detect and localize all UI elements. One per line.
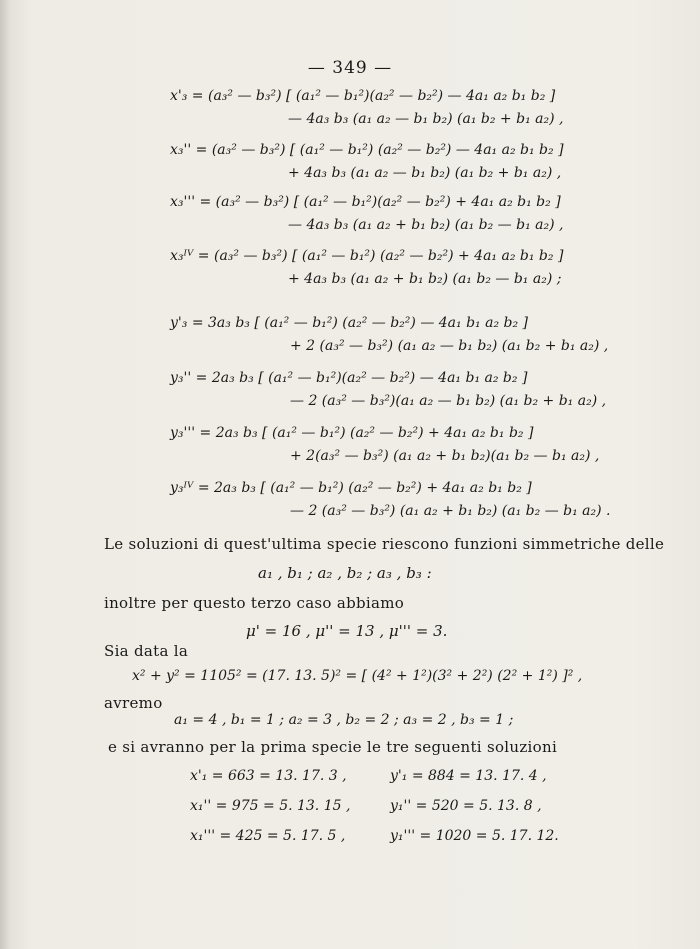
mu-values-line: μ' = 16 , μ'' = 13 , μ''' = 3. — [246, 622, 448, 640]
paragraph-soluzioni: Le soluzioni di quest'ultima specie riescono funzioni simmetriche delle — [104, 535, 665, 553]
solution-x1-prime: x'₁ = 663 = 13. 17. 3 , — [190, 768, 347, 784]
page-number: — 349 — — [307, 58, 393, 78]
solution-x1-second: x₁'' = 975 = 5. 13. 15 , — [190, 798, 351, 814]
equation-x3-prime-line1: x'₃ = (a₃² — b₃²) [ (a₁² — b₁²)(a₂² — b₂²) — 4a₁ a₂ b₁ b₂ ] — [170, 88, 556, 104]
equation-y3-fourth-line2: — 2 (a₃² — b₃²) (a₁ a₂ + b₁ b₂) (a₁ b₂ — b₁ a₂) . — [290, 503, 611, 519]
paragraph-prima-specie: e si avranno per la prima specie le tre seguenti soluzioni — [108, 738, 558, 756]
equation-x3-prime-line2: — 4a₃ b₃ (a₁ a₂ — b₁ b₂) (a₁ b₂ + b₁ a₂) , — [288, 111, 564, 127]
equation-y3-prime-line1: y'₃ = 3a₃ b₃ [ (a₁² — b₁²) (a₂² — b₂²) — 4a₁ b₁ a₂ b₂ ] — [170, 315, 529, 331]
equation-x3-second-line1: x₃'' = (a₃² — b₃²) [ (a₁² — b₁²) (a₂² — b₂²) — 4a₁ a₂ b₁ b₂ ] — [170, 142, 564, 158]
equation-x3-third-line1: x₃''' = (a₃² — b₃²) [ (a₁² — b₁²)(a₂² — b₂²) + 4a₁ a₂ b₁ b₂ ] — [170, 194, 561, 210]
values-line: a₁ = 4 , b₁ = 1 ; a₂ = 3 , b₂ = 2 ; a₃ = 2 , b₃ = 1 ; — [174, 712, 514, 728]
paragraph-inoltre: inoltre per questo terzo caso abbiamo — [104, 594, 405, 612]
equation-x3-fourth-line2: + 4a₃ b₃ (a₁ a₂ + b₁ b₂) (a₁ b₂ — b₁ a₂) ; — [288, 271, 562, 287]
solution-x1-third: x₁''' = 425 = 5. 17. 5 , — [190, 828, 346, 844]
paragraph-avremo: avremo — [104, 694, 163, 712]
equation-y3-fourth-line1: y₃ᴵⱽ = 2a₃ b₃ [ (a₁² — b₁²) (a₂² — b₂²) + 4a₁ a₂ b₁ b₂ ] — [170, 480, 532, 496]
main-equation: x² + y² = 1105² = (17. 13. 5)² = [ (4² + 1²)(3² + 2²) (2² + 1²) ]² , — [132, 668, 583, 684]
solution-y1-second: y₁'' = 520 = 5. 13. 8 , — [390, 798, 542, 814]
equation-y3-second-line1: y₃'' = 2a₃ b₃ [ (a₁² — b₁²)(a₂² — b₂²) — 4a₁ b₁ a₂ b₂ ] — [170, 370, 528, 386]
equation-y3-third-line2: + 2(a₃² — b₃²) (a₁ a₂ + b₁ b₂)(a₁ b₂ — b₁ a₂) , — [290, 448, 600, 464]
equation-y3-prime-line2: + 2 (a₃² — b₃²) (a₁ a₂ — b₁ b₂) (a₁ b₂ + b₁ a₂) , — [290, 338, 609, 354]
equation-y3-third-line1: y₃''' = 2a₃ b₃ [ (a₁² — b₁²) (a₂² — b₂²) + 4a₁ a₂ b₁ b₂ ] — [170, 425, 534, 441]
solution-y1-prime: y'₁ = 884 = 13. 17. 4 , — [390, 768, 547, 784]
pairs-line: a₁ , b₁ ; a₂ , b₂ ; a₃ , b₃ : — [258, 564, 432, 582]
equation-x3-third-line2: — 4a₃ b₃ (a₁ a₂ + b₁ b₂) (a₁ b₂ — b₁ a₂) , — [288, 217, 564, 233]
equation-x3-fourth-line1: x₃ᴵⱽ = (a₃² — b₃²) [ (a₁² — b₁²) (a₂² — b₂²) + 4a₁ a₂ b₁ b₂ ] — [170, 248, 564, 264]
solution-y1-third: y₁''' = 1020 = 5. 17. 12. — [390, 828, 559, 844]
paragraph-sia-data: Sia data la — [104, 642, 189, 660]
equation-x3-second-line2: + 4a₃ b₃ (a₁ a₂ — b₁ b₂) (a₁ b₂ + b₁ a₂) , — [288, 165, 562, 181]
equation-y3-second-line2: — 2 (a₃² — b₃²)(a₁ a₂ — b₁ b₂) (a₁ b₂ + b₁ a₂) , — [290, 393, 607, 409]
